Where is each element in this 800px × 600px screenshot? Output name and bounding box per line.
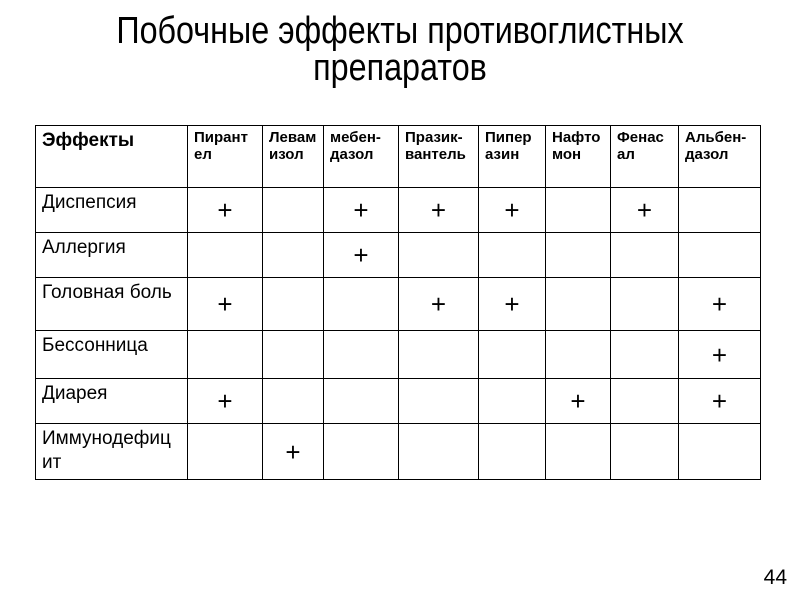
header-cell-effects: Эффекты — [36, 126, 188, 188]
mark-cell — [263, 331, 324, 379]
mark-cell: + — [188, 188, 263, 233]
mark-cell — [611, 233, 679, 278]
mark-cell: + — [188, 278, 263, 331]
mark-cell — [679, 233, 761, 278]
table-row — [36, 188, 761, 233]
mark-cell — [546, 278, 611, 331]
mark-cell — [188, 233, 263, 278]
row-label-immunodefitsit: Иммунодефицит — [36, 424, 188, 480]
mark-cell — [263, 233, 324, 278]
mark-cell: + — [479, 278, 546, 331]
header-cell-prazikvantel: Празик-вантель — [399, 126, 479, 188]
mark-cell — [679, 188, 761, 233]
mark-cell — [611, 424, 679, 480]
header-cell-levamizol: Левамизол — [263, 126, 324, 188]
mark-cell: + — [679, 331, 761, 379]
mark-cell — [546, 233, 611, 278]
mark-cell — [399, 331, 479, 379]
mark-cell — [611, 278, 679, 331]
mark-cell — [479, 424, 546, 480]
mark-cell — [479, 379, 546, 424]
mark-cell: + — [324, 188, 399, 233]
header-cell-fenasal: Фенасал — [611, 126, 679, 188]
mark-cell — [188, 331, 263, 379]
slide-title-container — [0, 10, 800, 89]
mark-cell — [679, 424, 761, 480]
header-cell-pirantel: Пирантел — [188, 126, 263, 188]
header-cell-piperazin: Пиперазин — [479, 126, 546, 188]
mark-cell: + — [479, 188, 546, 233]
table-row — [36, 278, 761, 331]
mark-cell: + — [399, 278, 479, 331]
mark-cell: + — [679, 278, 761, 331]
page-number: 44 — [763, 566, 787, 589]
table-row — [36, 424, 761, 480]
mark-cell — [546, 331, 611, 379]
slide-title: Побочные эффекты противоглистных препаратов — [116, 10, 684, 89]
row-label-golovnaya-bol: Головная боль — [36, 278, 188, 331]
mark-cell: + — [263, 424, 324, 480]
mark-cell — [324, 278, 399, 331]
mark-cell — [263, 379, 324, 424]
row-label-allergiya: Аллергия — [36, 233, 188, 278]
mark-cell — [399, 379, 479, 424]
header-cell-mebendazol: мебен-дазол — [324, 126, 399, 188]
header-cell-albendazol: Альбен-дазол — [679, 126, 761, 188]
mark-cell — [399, 424, 479, 480]
table-header-row — [36, 126, 761, 188]
mark-cell — [399, 233, 479, 278]
mark-cell — [324, 331, 399, 379]
mark-cell — [479, 233, 546, 278]
mark-cell: + — [546, 379, 611, 424]
side-effects-table — [35, 125, 761, 480]
mark-cell — [188, 424, 263, 480]
mark-cell — [263, 188, 324, 233]
mark-cell — [546, 424, 611, 480]
mark-cell — [263, 278, 324, 331]
row-label-bessonnitsa: Бессонница — [36, 331, 188, 379]
table-row — [36, 331, 761, 379]
mark-cell: + — [324, 233, 399, 278]
table-row — [36, 233, 761, 278]
mark-cell — [324, 424, 399, 480]
header-cell-naftomon: Нафтомон — [546, 126, 611, 188]
table-row — [36, 379, 761, 424]
mark-cell: + — [611, 188, 679, 233]
row-label-diareya: Диарея — [36, 379, 188, 424]
row-label-dispepsiya: Диспепсия — [36, 188, 188, 233]
mark-cell — [546, 188, 611, 233]
mark-cell — [324, 379, 399, 424]
mark-cell — [479, 331, 546, 379]
mark-cell: + — [399, 188, 479, 233]
mark-cell: + — [679, 379, 761, 424]
mark-cell — [611, 379, 679, 424]
mark-cell: + — [188, 379, 263, 424]
mark-cell — [611, 331, 679, 379]
